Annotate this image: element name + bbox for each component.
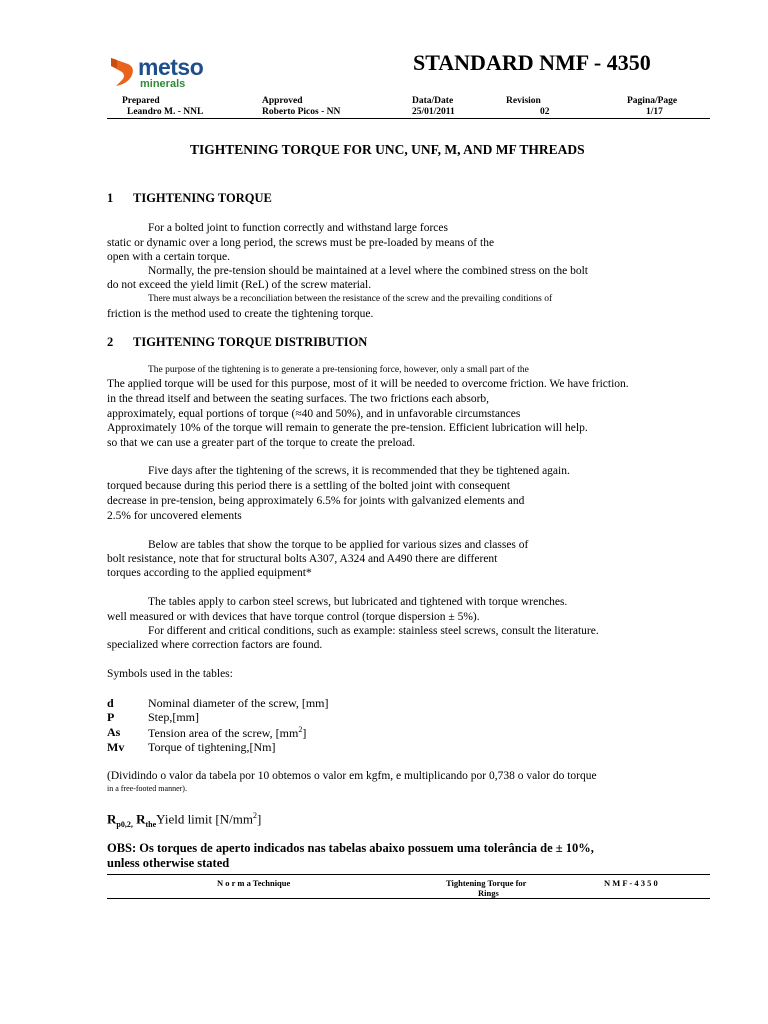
s2-line: 2.5% for uncovered elements bbox=[107, 510, 242, 522]
footer-middle-cont: Rings bbox=[478, 888, 499, 898]
conversion-note: (Dividindo o valor da tabela por 10 obtemos o valor em kgfm, e multiplicando por 0,738 o valor do torque bbox=[107, 770, 597, 782]
symbol-desc: Nominal diameter of the screw, [mm] bbox=[148, 696, 329, 710]
header-divider bbox=[107, 118, 710, 119]
date-label: Data/Date bbox=[412, 96, 454, 106]
prepared-value: Leandro M. - NNL bbox=[127, 107, 204, 117]
section-1-title: TIGHTENING TORQUE bbox=[133, 191, 272, 205]
revision-label: Revision bbox=[506, 96, 541, 106]
s2-line: Below are tables that show the torque to be applied for various sizes and classes of bbox=[148, 539, 529, 551]
s1-line: friction is the method used to create the tightening torque. bbox=[107, 308, 374, 320]
date-value: 25/01/2011 bbox=[412, 107, 455, 117]
yield-limit-line: $R_{p0,2,}$ $R_{the}Yield$ limit $[N/mm^2]$ bbox=[107, 811, 262, 829]
obs-note-cont: unless otherwise stated bbox=[107, 856, 230, 870]
logo-wordmark: metso bbox=[138, 54, 204, 80]
s2-line: so that we can use a greater part of the torque to create the preload. bbox=[107, 437, 416, 449]
s1-line: For a bolted joint to function correctly and withstand large forces bbox=[148, 222, 448, 234]
logo-subtitle: minerals bbox=[140, 78, 186, 90]
s2-line: in the thread itself and between the seating surfaces. The two frictions each absorb, bbox=[107, 393, 490, 405]
s1-line: There must always be a reconciliation between the resistance of the screw and the prevailing conditions of bbox=[148, 294, 553, 304]
symbol-key: Mv bbox=[107, 740, 125, 754]
footer-bottom-divider bbox=[107, 898, 710, 899]
symbol-desc: Tension area of the screw, $[mm^2]$ bbox=[148, 725, 307, 740]
section-2-number: 2 bbox=[107, 335, 114, 349]
symbol-key: P bbox=[107, 710, 115, 724]
s2-line: well measured or with devices that have torque control (torque dispersion ± 5%). bbox=[107, 611, 480, 623]
document-title: STANDARD NMF - 4350 bbox=[413, 50, 651, 75]
footer-left: N o r m a Technique bbox=[217, 878, 291, 888]
obs-note: OBS: Os torques de aperto indicados nas tabelas abaixo possuem uma tolerância de ± 10%, bbox=[107, 841, 594, 855]
symbol-key: As bbox=[107, 725, 121, 739]
s2-line: specialized where correction factors are found. bbox=[107, 639, 323, 651]
s2-line: The tables apply to carbon steel screws, but lubricated and tightened with torque wrenches. bbox=[148, 596, 568, 608]
section-2-title: TIGHTENING TORQUE DISTRIBUTION bbox=[133, 335, 368, 349]
prepared-label: Prepared bbox=[122, 96, 160, 106]
approved-value: Roberto Picos - NN bbox=[262, 107, 341, 117]
s2-line: For different and critical conditions, such as example: stainless steel screws, consult the literature. bbox=[148, 625, 599, 637]
footer-right: N M F - 4 3 5 0 bbox=[604, 878, 658, 888]
s1-line: Normally, the pre-tension should be maintained at a level where the combined stress on the bolt bbox=[148, 265, 588, 277]
footer-middle: Tightening Torque for bbox=[446, 878, 527, 888]
s1-line: static or dynamic over a long period, the screws must be pre-loaded by means of the bbox=[107, 237, 495, 249]
s1-line: do not exceed the yield limit (ReL) of the screw material. bbox=[107, 279, 372, 291]
s2-line: torques according to the applied equipment* bbox=[107, 567, 312, 579]
section-1-number: 1 bbox=[107, 191, 114, 205]
s1-line: open with a certain torque. bbox=[107, 251, 230, 263]
symbol-key: d bbox=[107, 696, 114, 710]
page-value: 1/17 bbox=[646, 107, 663, 117]
s2-line: Five days after the tightening of the screws, it is recommended that they be tightened again. bbox=[148, 465, 570, 477]
s2-line: approximately, equal portions of torque (≈40 and 50%), and in unfavorable circumstances bbox=[107, 408, 521, 420]
symbols-intro: Symbols used in the tables: bbox=[107, 668, 233, 680]
page-label: Pagina/Page bbox=[627, 96, 678, 106]
s2-line: bolt resistance, note that for structural bolts A307, A324 and A490 there are different bbox=[107, 553, 498, 565]
main-title: TIGHTENING TORQUE FOR UNC, UNF, M, AND MF THREADS bbox=[190, 142, 585, 157]
footer-top-divider bbox=[107, 874, 710, 875]
s2-line: torqued because during this period there is a settling of the bolted joint with consequent bbox=[107, 480, 511, 492]
symbol-desc: Step,[mm] bbox=[148, 710, 199, 724]
s2-line: decrease in pre-tension, being approximately 6.5% for joints with galvanized elements and bbox=[107, 495, 525, 507]
s2-line: Approximately 10% of the torque will remain to generate the pre-tension. Efficient lubrication will help. bbox=[107, 422, 588, 434]
s2-line: The purpose of the tightening is to generate a pre-tensioning force, however, only a small part of the bbox=[148, 365, 529, 375]
revision-value: 02 bbox=[540, 107, 550, 117]
approved-label: Approved bbox=[262, 96, 303, 106]
conversion-note-cont: in a free-footed manner). bbox=[107, 784, 187, 793]
s2-line: The applied torque will be used for this purpose, most of it will be needed to overcome friction. We have friction. bbox=[107, 378, 629, 390]
symbol-desc: Torque of tightening,[Nm] bbox=[148, 740, 276, 754]
metso-logo-icon bbox=[108, 54, 138, 88]
